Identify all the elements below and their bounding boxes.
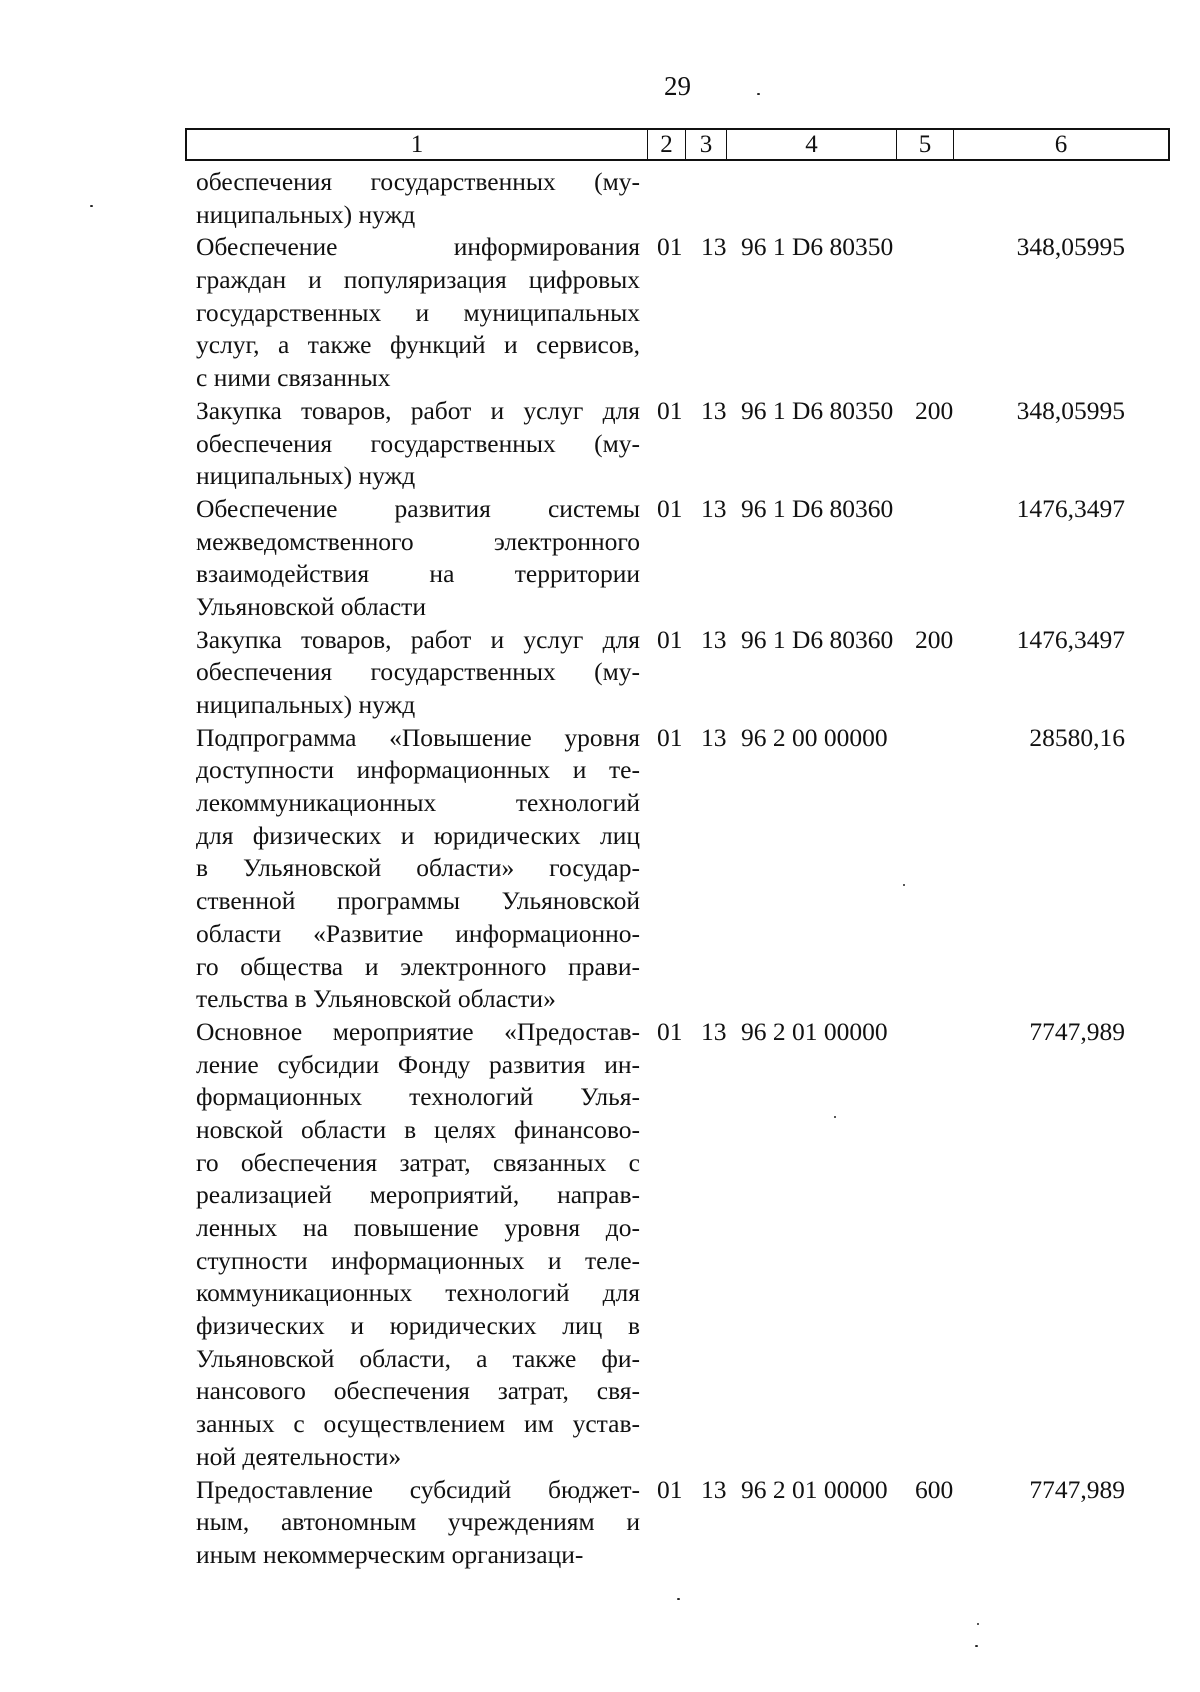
subsection-code: 13 (701, 722, 727, 752)
amount-value: 348,05995 (1016, 395, 1125, 425)
description-line: ниципальных) нужд (196, 461, 416, 491)
description-line: физических и юридических лиц в (196, 1311, 640, 1341)
scan-speck (90, 205, 93, 207)
subsection-code: 13 (701, 624, 727, 654)
header-col-1: 1 (187, 130, 648, 159)
row-description (196, 624, 640, 722)
description-line: ным, автономным учреждениям и (196, 1507, 640, 1537)
section-code: 01 (657, 624, 683, 654)
header-col-4: 4 (727, 130, 897, 159)
description-line: межведомственного электронного (196, 526, 640, 556)
table-row (0, 1474, 1200, 1572)
amount-value: 348,05995 (1016, 232, 1125, 262)
table-row (0, 231, 1200, 394)
description-line: новской области в целях финансово- (196, 1114, 640, 1144)
description-line: Закупка товаров, работ и услуг для (196, 624, 640, 654)
description-line: для физических и юридических лиц (196, 820, 640, 850)
target-article-code: 96 1 D6 80360 (741, 624, 894, 654)
description-line: ственной программы Ульяновской (196, 886, 640, 916)
target-article-code: 96 1 D6 80350 (741, 395, 894, 425)
scan-speck (977, 1623, 979, 1625)
description-line: ниципальных) нужд (196, 199, 416, 229)
page-number: 29 (664, 71, 691, 101)
description-line: обеспечения государственных (му- (196, 167, 640, 196)
section-code: 01 (657, 232, 683, 262)
description-line: обеспечения государственных (му- (196, 657, 640, 687)
subsection-code: 13 (701, 1474, 727, 1504)
section-code: 01 (657, 1474, 683, 1504)
description-line: граждан и популяризация цифровых (196, 265, 640, 295)
table-body (0, 166, 1200, 1572)
description-line: ной деятельности» (196, 1441, 402, 1471)
section-code: 01 (657, 722, 683, 752)
section-code: 01 (657, 395, 683, 425)
description-line: Обеспечение информирования (196, 232, 640, 262)
description-line: Ульяновской области, а также фи- (196, 1343, 640, 1373)
header-col-2: 2 (648, 130, 686, 159)
expense-type-code: 200 (915, 395, 954, 425)
description-line: с ними связанных (196, 363, 391, 393)
description-line: тельства в Ульяновской области» (196, 984, 556, 1014)
description-line: реализацией мероприятий, направ- (196, 1180, 640, 1210)
table-row (0, 1016, 1200, 1474)
table-row (0, 624, 1200, 722)
target-article-code: 96 2 00 00000 (741, 722, 888, 752)
target-article-code: 96 2 01 00000 (741, 1016, 888, 1046)
target-article-code: 96 1 D6 80350 (741, 232, 894, 262)
description-line: ниципальных) нужд (196, 690, 416, 719)
header-col-5: 5 (897, 130, 954, 159)
scan-speck (677, 1598, 680, 1600)
row-description (196, 395, 640, 493)
description-line: взаимодействия на территории (196, 559, 640, 589)
subsection-code: 13 (701, 1016, 727, 1046)
description-line: ступности информационных и теле- (196, 1245, 640, 1275)
description-line: области «Развитие информационно- (196, 918, 640, 948)
description-line: коммуникационных технологий для (196, 1278, 640, 1308)
description-line: доступности информационных и те- (196, 755, 640, 785)
target-article-code: 96 1 D6 80360 (741, 493, 894, 523)
description-line: Подпрограмма «Повышение уровня (196, 722, 640, 752)
description-line: Предоставление субсидий бюджет- (196, 1474, 640, 1504)
row-description (196, 493, 640, 624)
description-line: го обеспечения затрат, связанных с (196, 1147, 640, 1177)
section-code: 01 (657, 493, 683, 523)
description-line: нансового обеспечения затрат, свя- (196, 1376, 640, 1406)
description-line: ление субсидии Фонду развития ин- (196, 1049, 640, 1079)
table-row (0, 722, 1200, 1016)
header-col-3: 3 (686, 130, 727, 159)
subsection-code: 13 (701, 493, 727, 523)
table-header (185, 128, 1170, 161)
amount-value: 1476,3497 (1016, 493, 1125, 523)
amount-value: 1476,3497 (1016, 624, 1125, 654)
table-row (0, 395, 1200, 493)
target-article-code: 96 2 01 00000 (741, 1474, 888, 1504)
amount-value: 28580,16 (1029, 722, 1125, 752)
row-description (196, 1016, 640, 1474)
description-line: иным некоммерческим организаци- (196, 1539, 584, 1569)
table-row (0, 166, 1200, 231)
scan-speck (757, 93, 760, 95)
row-description (196, 1474, 640, 1572)
section-code: 01 (657, 1016, 683, 1046)
table-row (0, 493, 1200, 624)
row-description (196, 722, 640, 1016)
description-line: занных с осуществлением им устав- (196, 1409, 640, 1439)
description-line: формационных технологий Улья- (196, 1082, 640, 1112)
subsection-code: 13 (701, 395, 727, 425)
header-col-6: 6 (1054, 131, 1068, 158)
amount-value: 7747,989 (1029, 1016, 1125, 1046)
description-line: в Ульяновской области» государ- (196, 853, 640, 883)
description-line: го общества и электронного прави- (196, 951, 640, 981)
description-line: государственных и муниципальных (196, 297, 640, 327)
amount-value: 7747,989 (1029, 1474, 1125, 1504)
description-line: Ульяновской области (196, 591, 426, 621)
scan-speck (975, 1645, 978, 1647)
subsection-code: 13 (701, 232, 727, 262)
scan-speck (903, 884, 905, 886)
row-description (196, 166, 640, 231)
description-line: Закупка товаров, работ и услуг для (196, 395, 640, 425)
description-line: Основное мероприятие «Предостав- (196, 1016, 640, 1046)
expense-type-code: 200 (915, 624, 954, 654)
expense-type-code: 600 (915, 1474, 954, 1504)
row-description (196, 231, 640, 394)
description-line: Обеспечение развития системы (196, 493, 640, 523)
description-line: обеспечения государственных (му- (196, 428, 640, 458)
description-line: услуг, а также функций и сервисов, (196, 330, 640, 360)
description-line: лекоммуникационных технологий (196, 788, 640, 818)
description-line: ленных на повышение уровня до- (196, 1213, 640, 1242)
scan-speck (834, 1116, 836, 1118)
